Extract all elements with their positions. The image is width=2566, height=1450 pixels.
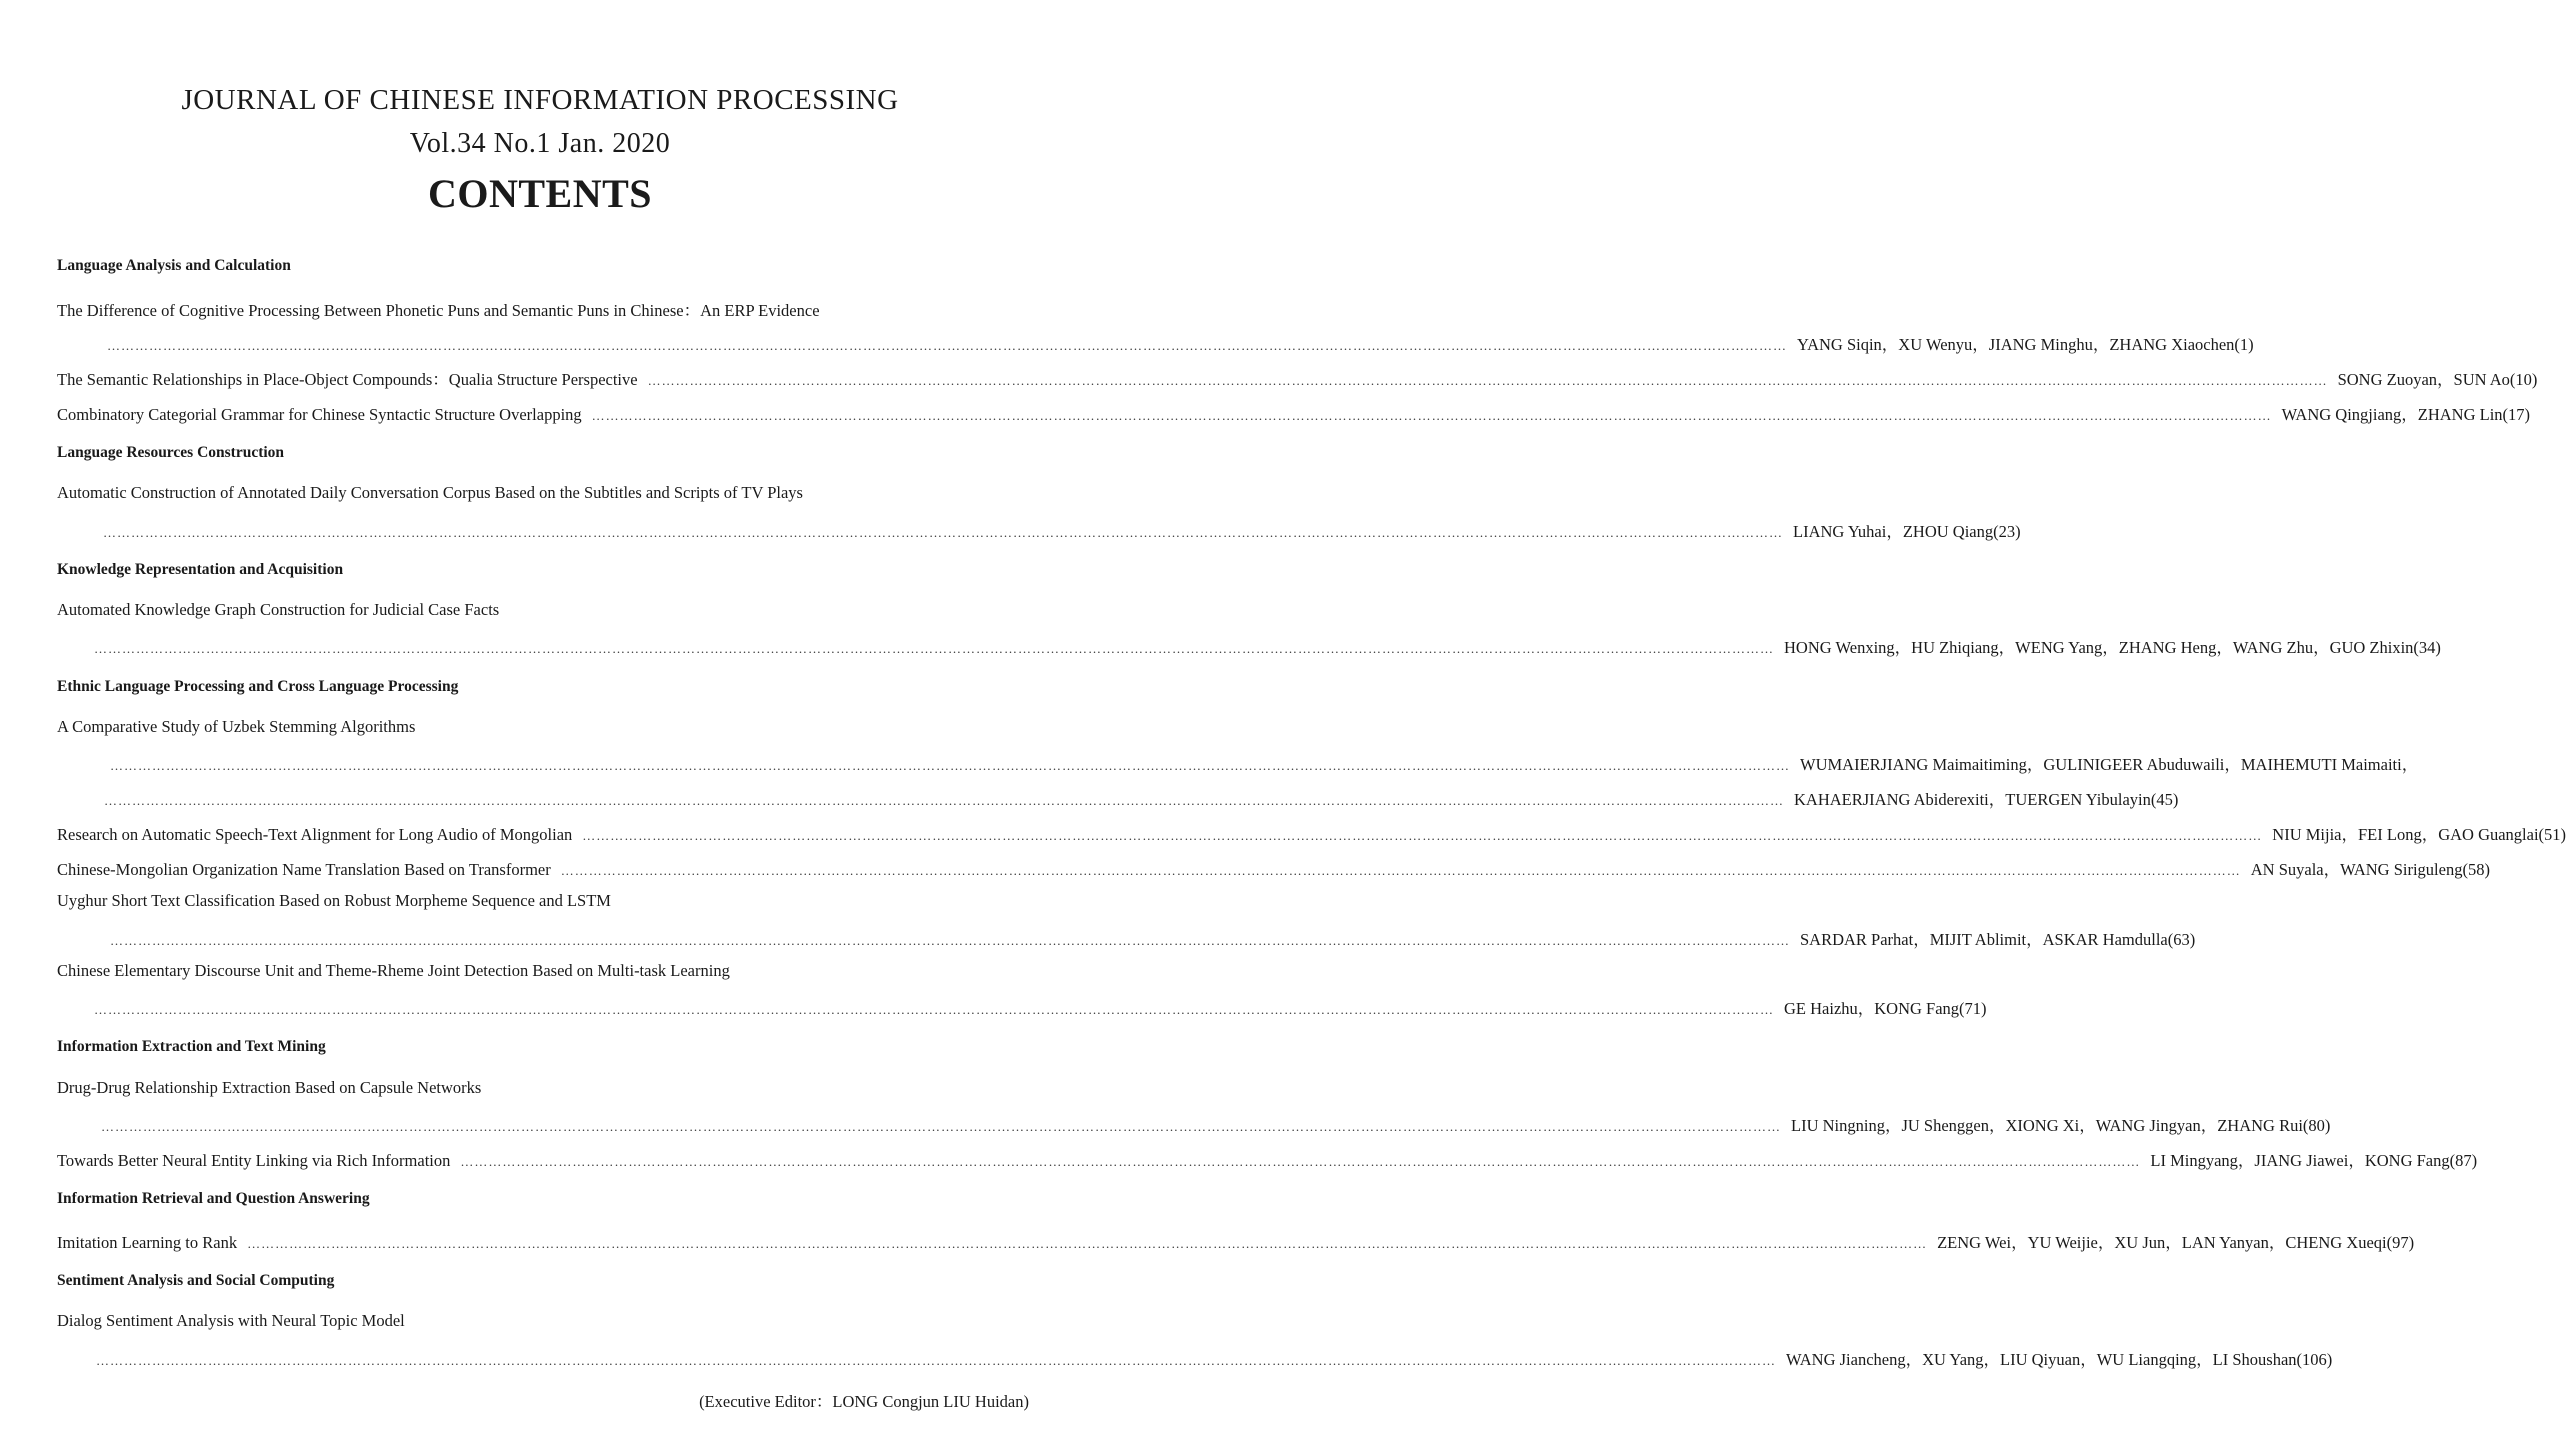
article-authors: LIANG Yuhai，ZHOU Qiang(23) — [1793, 522, 2021, 541]
leader-dots: ……………………………………………………………………………………………………………………………………………………………………………………………………………………………………………………………………………………………………………………………… — [582, 828, 2263, 843]
leader-dots: ……………………………………………………………………………………………………………………………………………………………………………………………………………………………………………………………………………………………………………………………… — [560, 863, 2241, 878]
article-title: Chinese Elementary Discourse Unit and Theme-Rheme Joint Detection Based on Multi-task Learning — [57, 961, 730, 980]
leader-dots: ……………………………………………………………………………………………………………………………………………………………………………………………………………………………………………………………………………………………………………………………… — [460, 1154, 2141, 1169]
article-title: Drug-Drug Relationship Extraction Based on Capsule Networks — [57, 1078, 482, 1097]
section-heading: Information Retrieval and Question Answering — [57, 1190, 370, 1207]
article-authors: WUMAIERJIANG Maimaitiming，GULINIGEER Abuduwaili，MAIHEMUTI Maimaiti， — [1800, 755, 2419, 774]
article-title: The Semantic Relationships in Place-Object Compounds：Qualia Structure Perspective — [57, 370, 638, 389]
page-title: CONTENTS — [427, 171, 653, 216]
toc-entry — [110, 926, 2196, 949]
toc-entry — [101, 1112, 2331, 1135]
article-title: Research on Automatic Speech-Text Alignment for Long Audio of Mongolian — [57, 825, 573, 844]
leader-dots: ……………………………………………………………………………………………………………………………………………………………………………………………………………………………………………………………………………………………………………………………… — [110, 758, 1790, 773]
article-authors: ZENG Wei，YU Weijie，XU Jun，LAN Yanyan，CHENG Xueqi(97) — [1937, 1233, 2415, 1252]
article-title: Imitation Learning to Rank — [57, 1233, 238, 1252]
article-authors: AN Suyala，WANG Siriguleng(58) — [2250, 860, 2490, 879]
article-authors: WANG Qingjiang，ZHANG Lin(17) — [2281, 405, 2531, 424]
article-title: Chinese-Mongolian Organization Name Translation Based on Transformer — [57, 860, 551, 879]
article-title: Automatic Construction of Annotated Daily Conversation Corpus Based on the Subtitles and Scripts of TV Plays — [57, 483, 803, 502]
article-authors: HONG Wenxing，HU Zhiqiang，WENG Yang，ZHANG Heng，WANG Zhu，GUO Zhixin(34) — [1784, 638, 2441, 657]
toc-entry — [94, 995, 1987, 1018]
section-heading: Information Extraction and Text Mining — [57, 1038, 326, 1055]
section-heading: Sentiment Analysis and Social Computing — [57, 1272, 335, 1289]
toc-entry — [103, 518, 2021, 541]
section-heading: Knowledge Representation and Acquisition — [57, 561, 344, 578]
leader-dots: ……………………………………………………………………………………………………………………………………………………………………………………………………………………………………………………………………………………………………………………………… — [591, 408, 2272, 423]
section-heading: Language Analysis and Calculation — [57, 257, 291, 274]
article-title: A Comparative Study of Uzbek Stemming Algorithms — [57, 717, 416, 736]
article-authors: KAHAERJIANG Abiderexiti，TUERGEN Yibulayin(45) — [1794, 790, 2179, 809]
article-title: Dialog Sentiment Analysis with Neural Topic Model — [57, 1311, 405, 1330]
leader-dots: ……………………………………………………………………………………………………………………………………………………………………………………………………………………………………………………………………………………………………………………………… — [94, 1002, 1774, 1017]
article-authors: SONG Zuoyan，SUN Ao(10) — [2337, 370, 2538, 389]
article-title: Uyghur Short Text Classification Based on Robust Morpheme Sequence and LSTM — [57, 891, 611, 910]
toc-entry — [57, 366, 2538, 389]
leader-dots: ……………………………………………………………………………………………………………………………………………………………………………………………………………………………………………………………………………………………………………………………… — [104, 793, 1784, 808]
toc-entry — [57, 401, 2531, 424]
toc-entry — [57, 1147, 2478, 1170]
article-title: Combinatory Categorial Grammar for Chinese Syntactic Structure Overlapping — [57, 405, 582, 424]
article-authors: SARDAR Parhat，MIJIT Ablimit，ASKAR Hamdulla(63) — [1800, 930, 2196, 949]
executive-editor: (Executive Editor：LONG Congjun LIU Huidan) — [699, 1392, 1029, 1411]
leader-dots: ……………………………………………………………………………………………………………………………………………………………………………………………………………………………………………………………………………………………………………………………… — [94, 641, 1774, 656]
toc-entry — [110, 751, 2419, 774]
article-authors: NIU Mijia，FEI Long，GAO Guanglai(51) — [2272, 825, 2566, 844]
toc-entry — [104, 786, 2179, 809]
leader-dots: ……………………………………………………………………………………………………………………………………………………………………………………………………………………………………………………………………………………………………………………………… — [107, 338, 1787, 353]
toc-entry — [94, 634, 2441, 657]
leader-dots: ……………………………………………………………………………………………………………………………………………………………………………………………………………………………………………………………………………………………………………………………… — [647, 373, 2328, 388]
toc-entry — [57, 821, 2566, 844]
section-heading: Ethnic Language Processing and Cross Language Processing — [57, 678, 459, 695]
article-authors: WANG Jiancheng，XU Yang，LIU Qiyuan，WU Liangqing，LI Shoushan(106) — [1786, 1350, 2333, 1369]
article-title: Automated Knowledge Graph Construction for Judicial Case Facts — [57, 600, 500, 619]
article-authors: YANG Siqin，XU Wenyu，JIANG Minghu，ZHANG Xiaochen(1) — [1797, 335, 2254, 354]
toc-entry — [57, 1229, 2415, 1252]
leader-dots: ……………………………………………………………………………………………………………………………………………………………………………………………………………………………………………………………………………………………………………………………… — [110, 933, 1790, 948]
leader-dots: ……………………………………………………………………………………………………………………………………………………………………………………………………………………………………………………………………………………………………………………………… — [101, 1119, 1781, 1134]
journal-name: JOURNAL OF CHINESE INFORMATION PROCESSING — [181, 84, 899, 116]
section-heading: Language Resources Construction — [57, 444, 285, 461]
issue-info: Vol.34 No.1 Jan. 2020 — [409, 128, 671, 159]
toc-entry — [107, 331, 2254, 354]
article-authors: LIU Ningning，JU Shenggen，XIONG Xi，WANG Jingyan，ZHANG Rui(80) — [1791, 1116, 2331, 1135]
leader-dots: ……………………………………………………………………………………………………………………………………………………………………………………………………………………………………………………………………………………………………………………………… — [96, 1353, 1776, 1368]
toc-entry — [96, 1346, 2333, 1369]
toc-entry — [57, 856, 2490, 879]
leader-dots: ……………………………………………………………………………………………………………………………………………………………………………………………………………………………………………………………………………………………………………………………… — [247, 1236, 1928, 1251]
article-title: The Difference of Cognitive Processing Between Phonetic Puns and Semantic Puns in Chinese：An ERP Evidence — [57, 301, 820, 320]
article-authors: LI Mingyang，JIANG Jiawei，KONG Fang(87) — [2150, 1151, 2478, 1170]
leader-dots: ……………………………………………………………………………………………………………………………………………………………………………………………………………………………………………………………………………………………………………………………… — [103, 525, 1783, 540]
article-authors: GE Haizhu，KONG Fang(71) — [1784, 999, 1987, 1018]
article-title: Towards Better Neural Entity Linking via Rich Information — [57, 1151, 451, 1170]
